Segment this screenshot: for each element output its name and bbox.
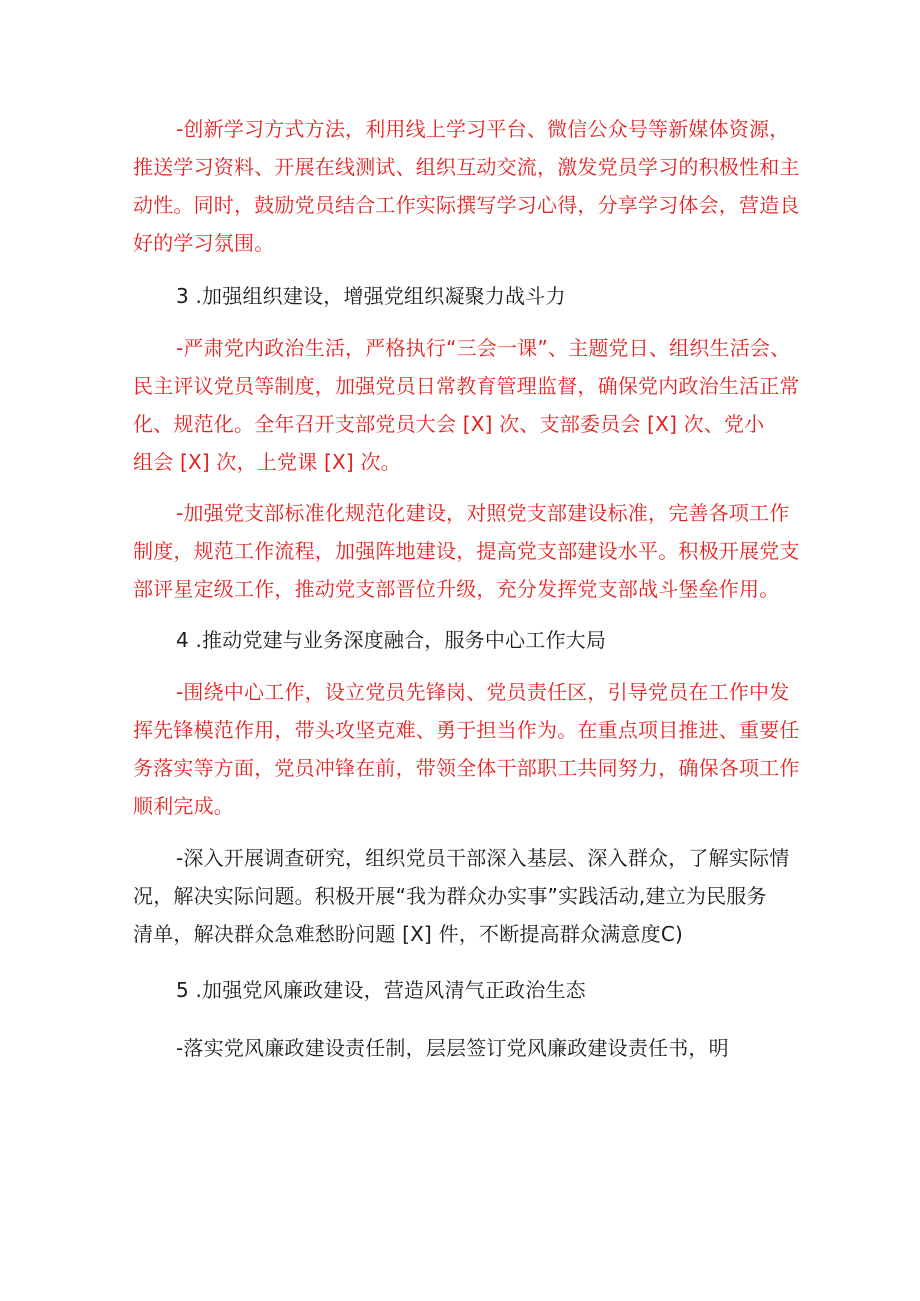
paragraph-line: 部评星定级工作，推动党支部晋位升级，充分发挥党支部战斗堡垒作用。	[133, 577, 780, 601]
paragraph-line: 好的学习氛围。	[133, 231, 275, 255]
paragraph-line: -落实党风廉政建设责任制，层层签订党风廉政建设责任书，明	[176, 1036, 729, 1060]
paragraph-line: -深入开展调查研究，组织党员干部深入基层、深入群众，了解实际情	[176, 846, 790, 870]
section-heading-5: 5 .加强党风廉政建设，营造风清气正政治生态	[176, 978, 586, 1002]
paragraph-line: -严肃党内政治生活，严格执行“三会一课”、主题党日、组织生活会、	[176, 336, 791, 360]
paragraph-line: 制度，规范工作流程，加强阵地建设，提高党支部建设水平。积极开展党支	[133, 539, 800, 563]
section-heading-3: 3 .加强组织建设，增强党组织凝聚力战斗力	[176, 284, 566, 308]
paragraph-line: 民主评议党员等制度，加强党员日常教育管理监督，确保党内政治生活正常	[133, 374, 800, 398]
paragraph-line: -加强党支部标准化规范化建设，对照党支部建设标准，完善各项工作	[176, 501, 790, 525]
paragraph-line: 动性。同时，鼓励党员结合工作实际撰写学习心得，分享学习体会，营造良	[133, 193, 800, 217]
section-heading-4: 4 .推动党建与业务深度融合，服务中心工作大局	[176, 628, 607, 652]
paragraph-line: 组会 [X] 次，上党课 [X] 次。	[133, 450, 401, 474]
paragraph-line: 化、规范化。全年召开支部党员大会 [X] 次、支部委员会 [X] 次、党小	[133, 412, 765, 436]
paragraph-line: 况，解决实际问题。积极开展“我为群众办实事”实践活动,建立为民服务	[133, 884, 767, 908]
paragraph-line: -创新学习方式方法，利用线上学习平台、微信公众号等新媒体资源，	[176, 117, 790, 141]
paragraph-line: 挥先锋模范作用，带头攻坚克难、勇于担当作为。在重点项目推进、重要任	[133, 718, 800, 742]
paragraph-line: 顺利完成。	[133, 794, 234, 818]
paragraph-line: 务落实等方面，党员冲锋在前，带领全体干部职工共同努力，确保各项工作	[133, 756, 800, 780]
paragraph-line: -围绕中心工作，设立党员先锋岗、党员责任区，引导党员在工作中发	[176, 680, 790, 704]
paragraph-line: 推送学习资料、开展在线测试、组织互动交流，激发党员学习的积极性和主	[133, 155, 800, 179]
paragraph-line: 清单，解决群众急难愁盼问题 [X] 件，不断提高群众满意度C)	[133, 922, 683, 946]
